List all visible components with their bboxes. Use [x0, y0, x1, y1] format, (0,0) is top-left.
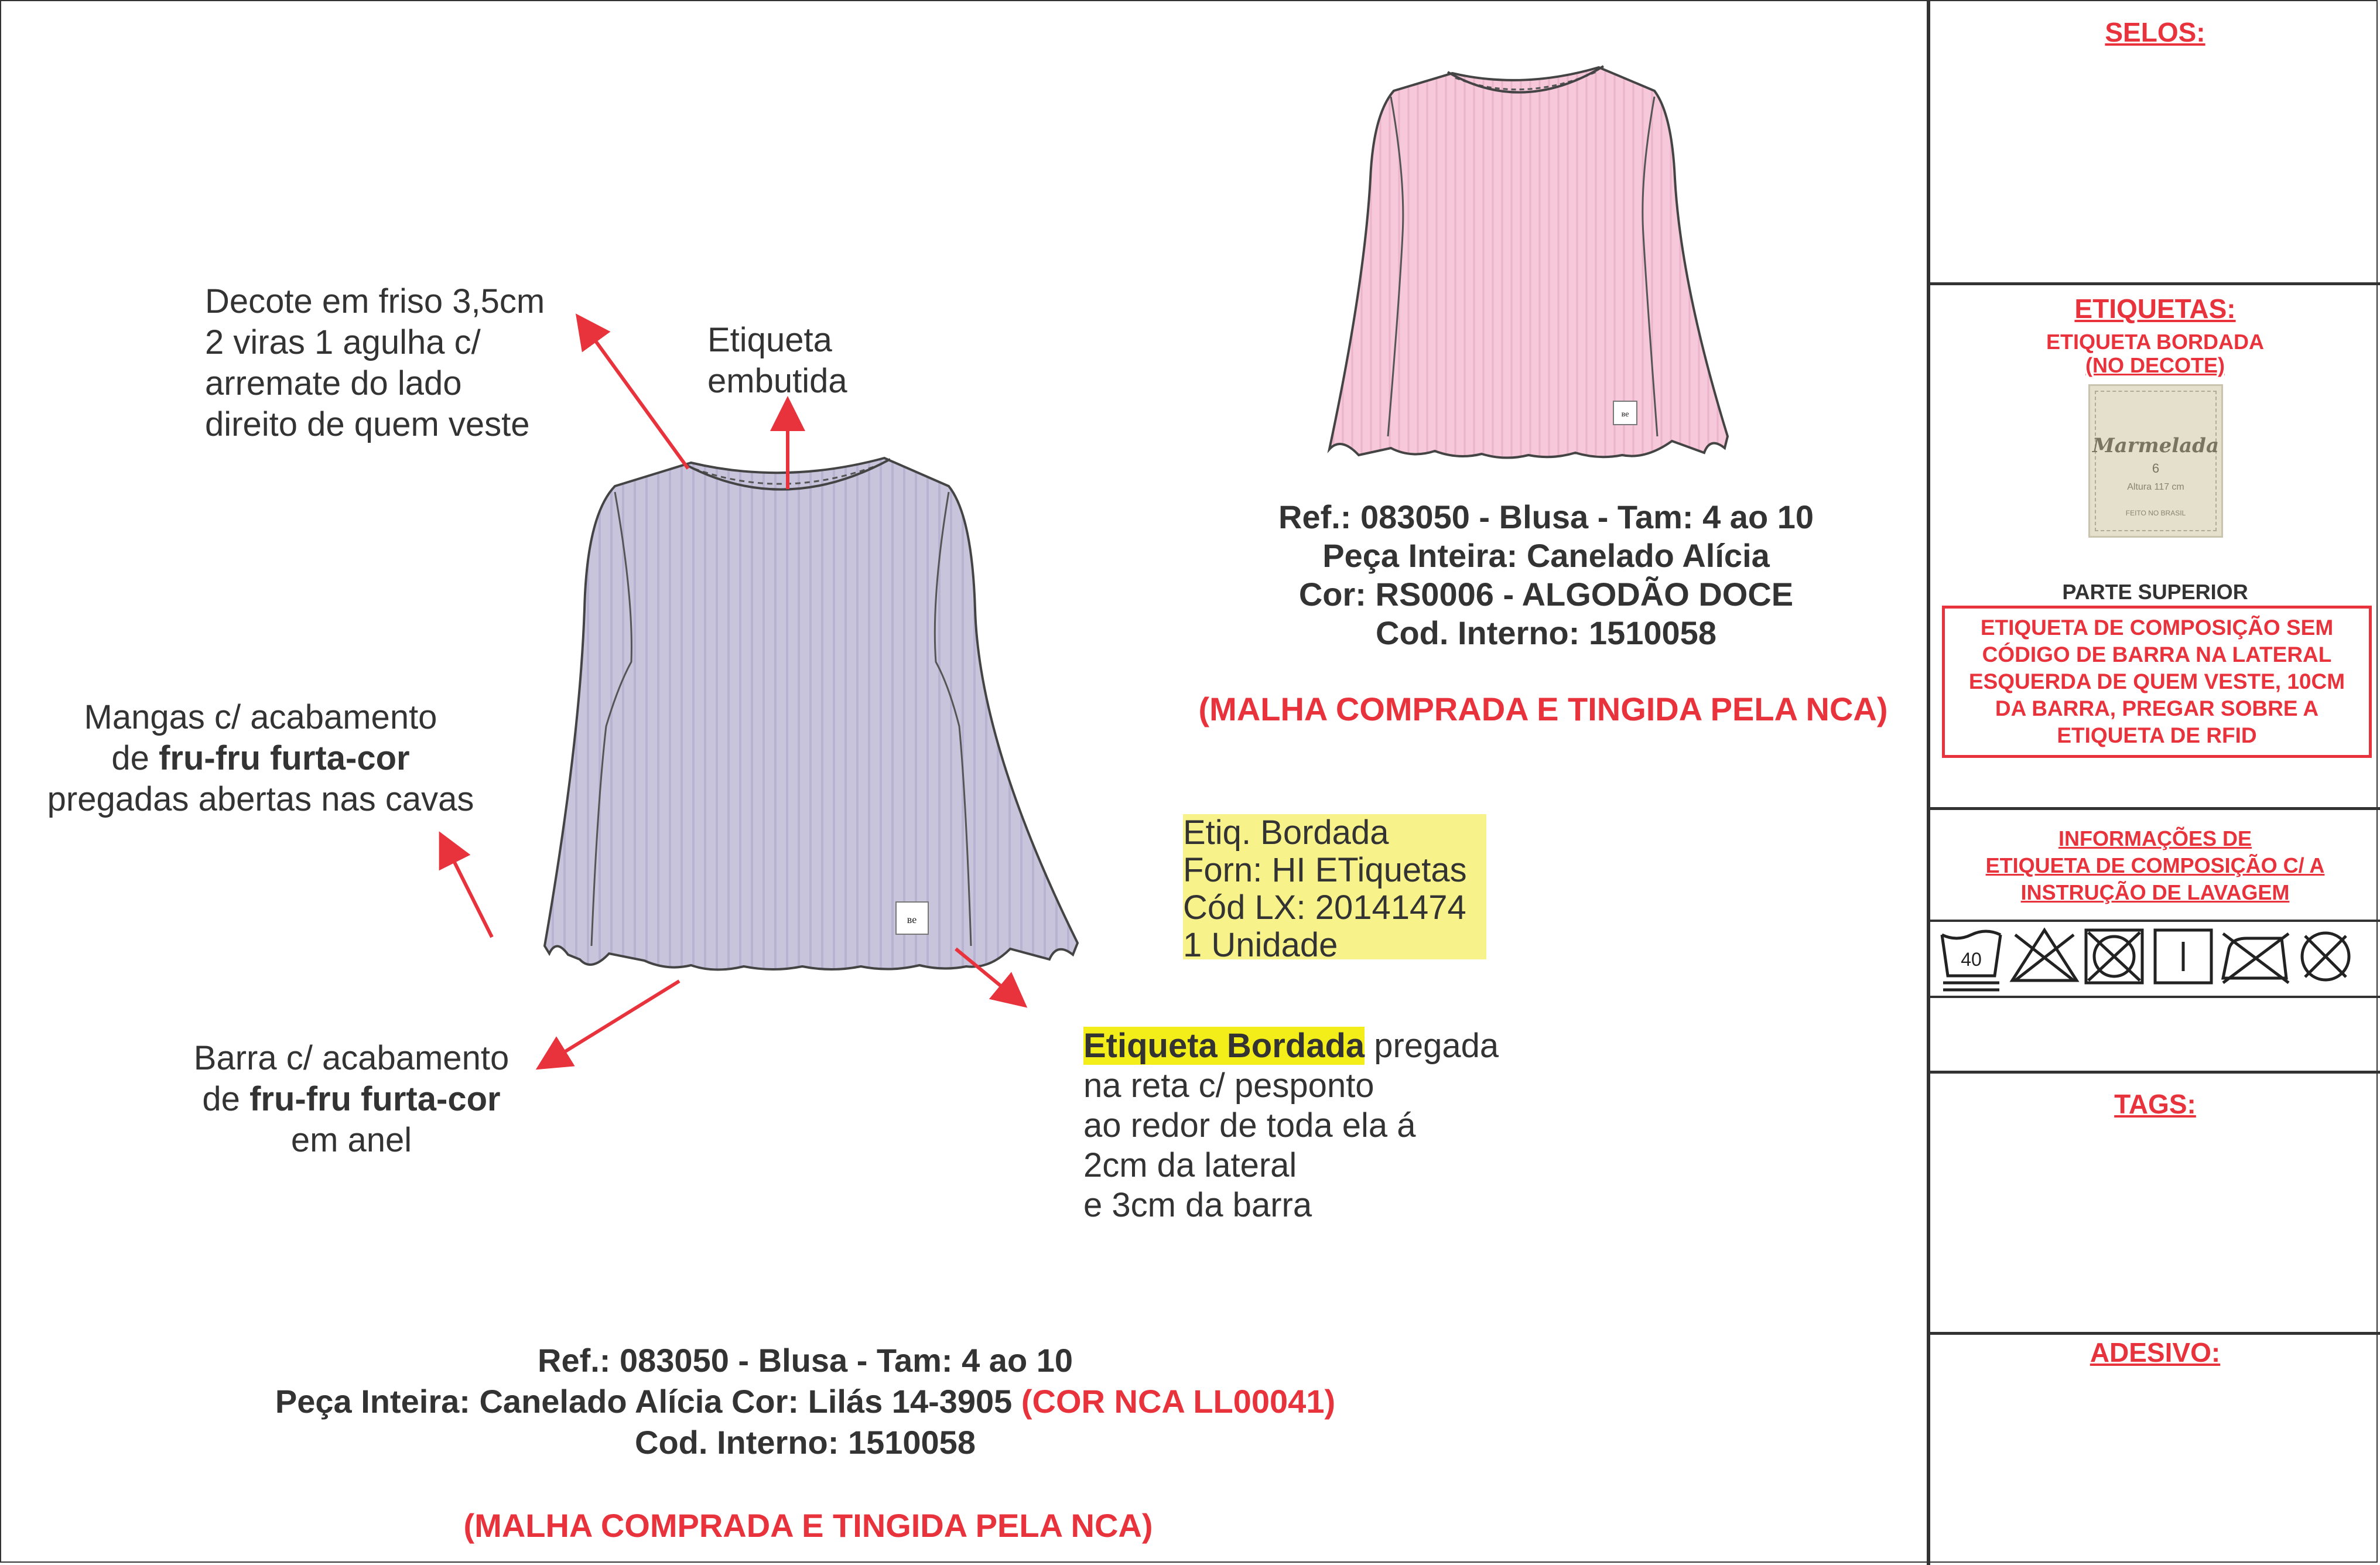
brand-label-size: 6 — [2152, 461, 2160, 476]
etiq-info-line-1: Etiq. Bordada — [1183, 814, 1389, 852]
etiqueta-embutida-callout — [707, 320, 847, 402]
etiqueta-bordada-line-2: na reta c/ pesponto — [1083, 1067, 1374, 1105]
mangas-line-1: Mangas c/ acabamento — [84, 698, 437, 736]
mangas-callout — [23, 697, 498, 820]
no-dry-clean-icon — [2302, 933, 2349, 980]
ref-bottom-line-1: Ref.: 083050 - Blusa - Tam: 4 ao 10 — [538, 1342, 1073, 1379]
divider-3 — [1930, 1071, 2380, 1074]
etiq-info-line-3: Cód LX: 20141474 — [1183, 889, 1466, 927]
no-tumble-dry-icon — [2086, 930, 2142, 983]
wash-symbols — [1930, 922, 2380, 996]
decote-line-3: arremate do lado — [205, 364, 462, 402]
wash-temp-text: 40 — [1961, 949, 1982, 970]
brand-label-sample — [2088, 384, 2223, 538]
barra-line-2: de fru-fru furta-cor — [202, 1080, 501, 1118]
svg-text:ʙe: ʙe — [1621, 410, 1629, 419]
barra-line-3: em anel — [290, 1121, 412, 1159]
tags-heading: TAGS: — [2114, 1089, 2196, 1119]
info-line-2: ETIQUETA DE COMPOSIÇÃO C/ A — [1985, 853, 2325, 877]
brand-label-made: FEITO NO BRASIL — [2125, 509, 2186, 517]
ref-bottom-line-2: Peça Inteira: Canelado Alícia Cor: Lilás 14-3905 (COR NCA LL00041) — [275, 1383, 1336, 1420]
malha-top: (MALHA COMPRADA E TINGIDA PELA NCA) — [1198, 691, 1888, 727]
etiq-info-line-4: 1 Unidade — [1183, 926, 1338, 964]
composicao-line-4: DA BARRA, PREGAR SOBRE A — [1995, 696, 2319, 720]
info-line-3: INSTRUÇÃO DE LAVAGEM — [2020, 880, 2290, 904]
mangas-arrow — [442, 838, 492, 937]
composicao-box — [1942, 606, 2372, 758]
wash-symbols-row — [1930, 920, 2380, 998]
adesivo-heading: ADESIVO: — [2090, 1337, 2221, 1368]
divider-2 — [1930, 807, 2380, 810]
composicao-line-2: CÓDIGO DE BARRA NA LATERAL — [1982, 643, 2332, 667]
brand-label-name: Marmelada — [2092, 434, 2219, 457]
divider-4 — [1930, 1332, 2380, 1335]
etiqueta-bordada-line-3: ao redor de toda ela á — [1083, 1106, 1416, 1144]
selos-heading: SELOS: — [2105, 17, 2205, 47]
ref-bottom-block — [117, 1340, 1493, 1463]
divider-1 — [1930, 282, 2380, 285]
ref-top-line-4: Cod. Interno: 1510058 — [1376, 614, 1716, 651]
etiqueta-embutida-line-1: Etiqueta — [707, 321, 832, 359]
no-iron-icon — [2223, 934, 2289, 983]
etiq-info-box — [1183, 814, 1486, 964]
barra-line-1: Barra c/ acabamento — [193, 1039, 509, 1077]
decote-arrow — [580, 319, 688, 469]
composicao-line-3: ESQUERDA DE QUEM VESTE, 10CM — [1968, 669, 2345, 693]
line-dry-icon — [2155, 930, 2211, 983]
mangas-line-3: pregadas abertas nas cavas — [47, 780, 474, 818]
decote-callout — [205, 281, 545, 445]
barra-callout — [146, 1038, 556, 1161]
etiqueta-bordada-line1: ETIQUETA BORDADA — [2046, 330, 2264, 354]
etiqueta-bordada-arrow — [956, 949, 1022, 1003]
etiqueta-bordada-line-4: 2cm da lateral — [1083, 1146, 1297, 1184]
ref-top-line-2: Peça Inteira: Canelado Alícia — [1322, 537, 1770, 574]
svg-text:ʙe: ʙe — [907, 914, 917, 925]
ref-top-line-3: Cor: RS0006 - ALGODÃO DOCE — [1298, 576, 1794, 613]
mangas-line-2: de fru-fru furta-cor — [111, 739, 410, 777]
brand-label-height: Altura 117 cm — [2127, 482, 2184, 492]
ref-top-line-1: Ref.: 083050 - Blusa - Tam: 4 ao 10 — [1278, 498, 1814, 535]
etiqueta-bordada-callout — [1083, 1026, 1499, 1225]
etiqueta-bordada-line-5: e 3cm da barra — [1083, 1186, 1312, 1224]
etiqueta-embutida-line-2: embutida — [707, 362, 847, 400]
malha-bottom: (MALHA COMPRADA E TINGIDA PELA NCA) — [463, 1507, 1153, 1544]
ref-top-block — [1195, 498, 1897, 652]
right-panel — [1927, 0, 2380, 1565]
etiquetas-heading: ETIQUETAS: — [2074, 293, 2236, 324]
decote-line-2: 2 viras 1 agulha c/ — [205, 323, 481, 361]
decote-line-1: Decote em friso 3,5cm — [205, 282, 545, 320]
decote-line-4: direito de quem veste — [205, 405, 530, 443]
composicao-line-5: ETIQUETA DE RFID — [2057, 723, 2257, 747]
etiqueta-bordada-line2: (NO DECOTE) — [2085, 353, 2225, 377]
ref-bottom-line-3: Cod. Interno: 1510058 — [635, 1424, 976, 1461]
etiq-info-line-2: Forn: HI ETiquetas — [1183, 851, 1467, 889]
parte-superior: PARTE SUPERIOR — [2062, 580, 2248, 604]
composicao-line-1: ETIQUETA DE COMPOSIÇÃO SEM — [1980, 616, 2334, 640]
no-bleach-icon — [2012, 930, 2077, 980]
info-line-1: INFORMAÇÕES DE — [2058, 826, 2252, 850]
etiqueta-bordada-line-1: Etiqueta Bordada pregada — [1083, 1027, 1499, 1065]
barra-arrow — [542, 981, 679, 1066]
